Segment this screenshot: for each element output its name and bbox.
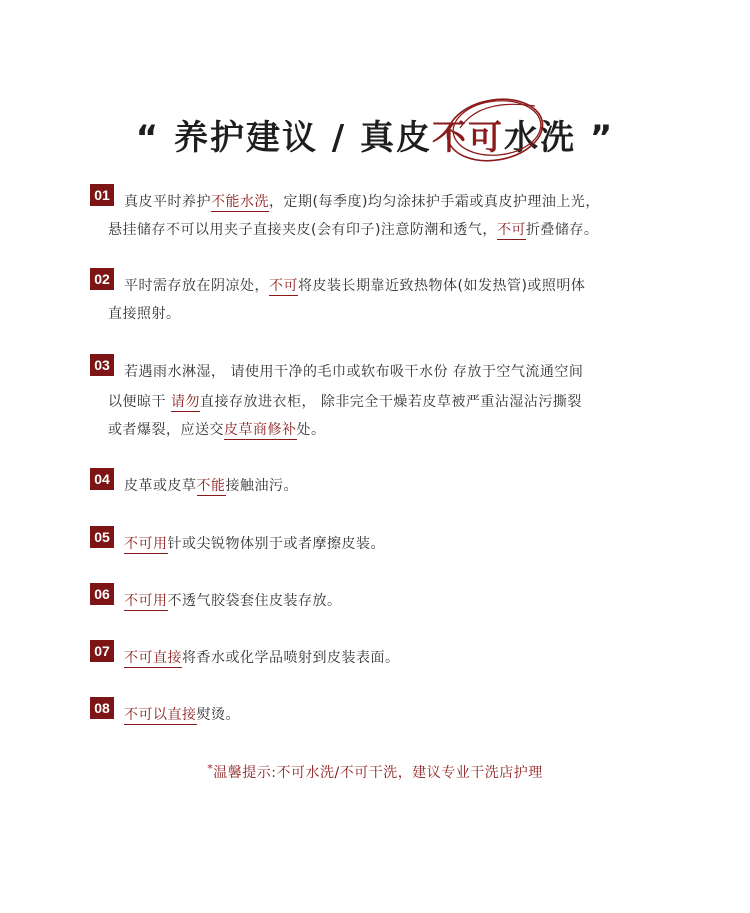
note-asterisk: * <box>207 762 214 775</box>
text-segment: 真皮平时养护 <box>124 194 211 210</box>
emphasis-text: 不可用 <box>124 593 168 609</box>
emphasis-text: 不可 <box>269 278 298 294</box>
list-item <box>90 583 670 613</box>
emphasis-text: 不能 <box>196 478 226 494</box>
emphasis-text: 皮草商修补 <box>224 422 297 438</box>
text-segment: 折叠储存。 <box>525 222 599 238</box>
list-item <box>90 184 670 244</box>
item-text-line <box>108 304 181 324</box>
item-text-line <box>124 276 585 296</box>
text-segment: 以便晾干 <box>108 394 171 410</box>
text-segment: 接触油污。 <box>225 478 298 494</box>
list-item <box>90 640 670 670</box>
text-segment: 平时需存放在阴凉处， <box>124 278 269 294</box>
item-number: 08 <box>90 697 114 719</box>
text-segment: 皮革或皮草 <box>124 478 197 494</box>
item-text-line <box>124 362 583 382</box>
item-text-line <box>124 534 385 554</box>
item-number: 04 <box>90 468 114 490</box>
list-item <box>90 697 670 727</box>
text-segment: ，定期(每季度)均匀涂抹护手霜或真皮护理油上光， <box>269 194 600 210</box>
emphasis-text: 不可用 <box>124 536 168 552</box>
list-item <box>90 268 670 328</box>
text-segment: 针或尖锐物体别于或者摩擦皮装。 <box>167 536 385 552</box>
title-close-quote: ” <box>589 118 615 158</box>
emphasis-text: 不能水洗 <box>211 194 269 210</box>
item-text-line <box>124 591 342 611</box>
text-segment: 悬挂储存不可以用夹子直接夹皮(会有印子)注意防潮和透气， <box>108 222 497 238</box>
item-text-line <box>124 705 240 725</box>
note-text: 温馨提示:不可水洗/不可干洗，建议专业干洗店护理 <box>213 765 543 781</box>
item-number: 02 <box>90 268 114 290</box>
emphasis-text: 不可以直接 <box>124 707 197 723</box>
item-number: 01 <box>90 184 114 206</box>
text-segment: 若遇雨水淋湿， 请使用干净的毛巾或软布吸干水份 存放于空气流通空间 <box>124 364 584 380</box>
title-open-quote: “ <box>135 118 161 158</box>
list-item <box>90 526 670 556</box>
text-segment: 直接照射。 <box>108 306 181 322</box>
item-text-line <box>124 192 600 212</box>
text-segment: 将香水或化学品喷射到皮装表面。 <box>182 650 400 666</box>
title-text <box>136 108 615 168</box>
text-segment: 直接存放进衣柜， 除非完全干燥若皮草被严重沾湿沾污撕裂 <box>199 394 582 410</box>
text-segment: 或者爆裂，应送交 <box>108 422 224 438</box>
page-title <box>0 108 750 168</box>
item-text-line <box>108 392 582 412</box>
item-number: 06 <box>90 583 114 605</box>
title-part2: 水洗 <box>504 118 577 158</box>
text-segment: 不透气胶袋套住皮装存放。 <box>167 593 342 609</box>
item-text-line <box>108 220 598 240</box>
item-text-line <box>108 420 326 440</box>
emphasis-text: 请勿 <box>170 394 200 410</box>
item-number: 03 <box>90 354 114 376</box>
title-highlight: 不可 <box>432 118 505 158</box>
text-segment: 处。 <box>296 422 326 438</box>
care-tip-note <box>0 762 750 782</box>
title-part1: 养护建议 / 真皮 <box>173 118 433 158</box>
item-number: 05 <box>90 526 114 548</box>
text-segment: 将皮装长期靠近致热物体(如发热管)或照明体 <box>298 278 586 294</box>
item-text-line <box>124 648 400 668</box>
emphasis-text: 不可 <box>496 222 526 238</box>
emphasis-text: 不可直接 <box>124 650 182 666</box>
list-item <box>90 354 670 444</box>
item-number: 07 <box>90 640 114 662</box>
item-text-line <box>124 476 298 496</box>
text-segment: 熨烫。 <box>196 707 240 723</box>
list-item <box>90 468 670 498</box>
